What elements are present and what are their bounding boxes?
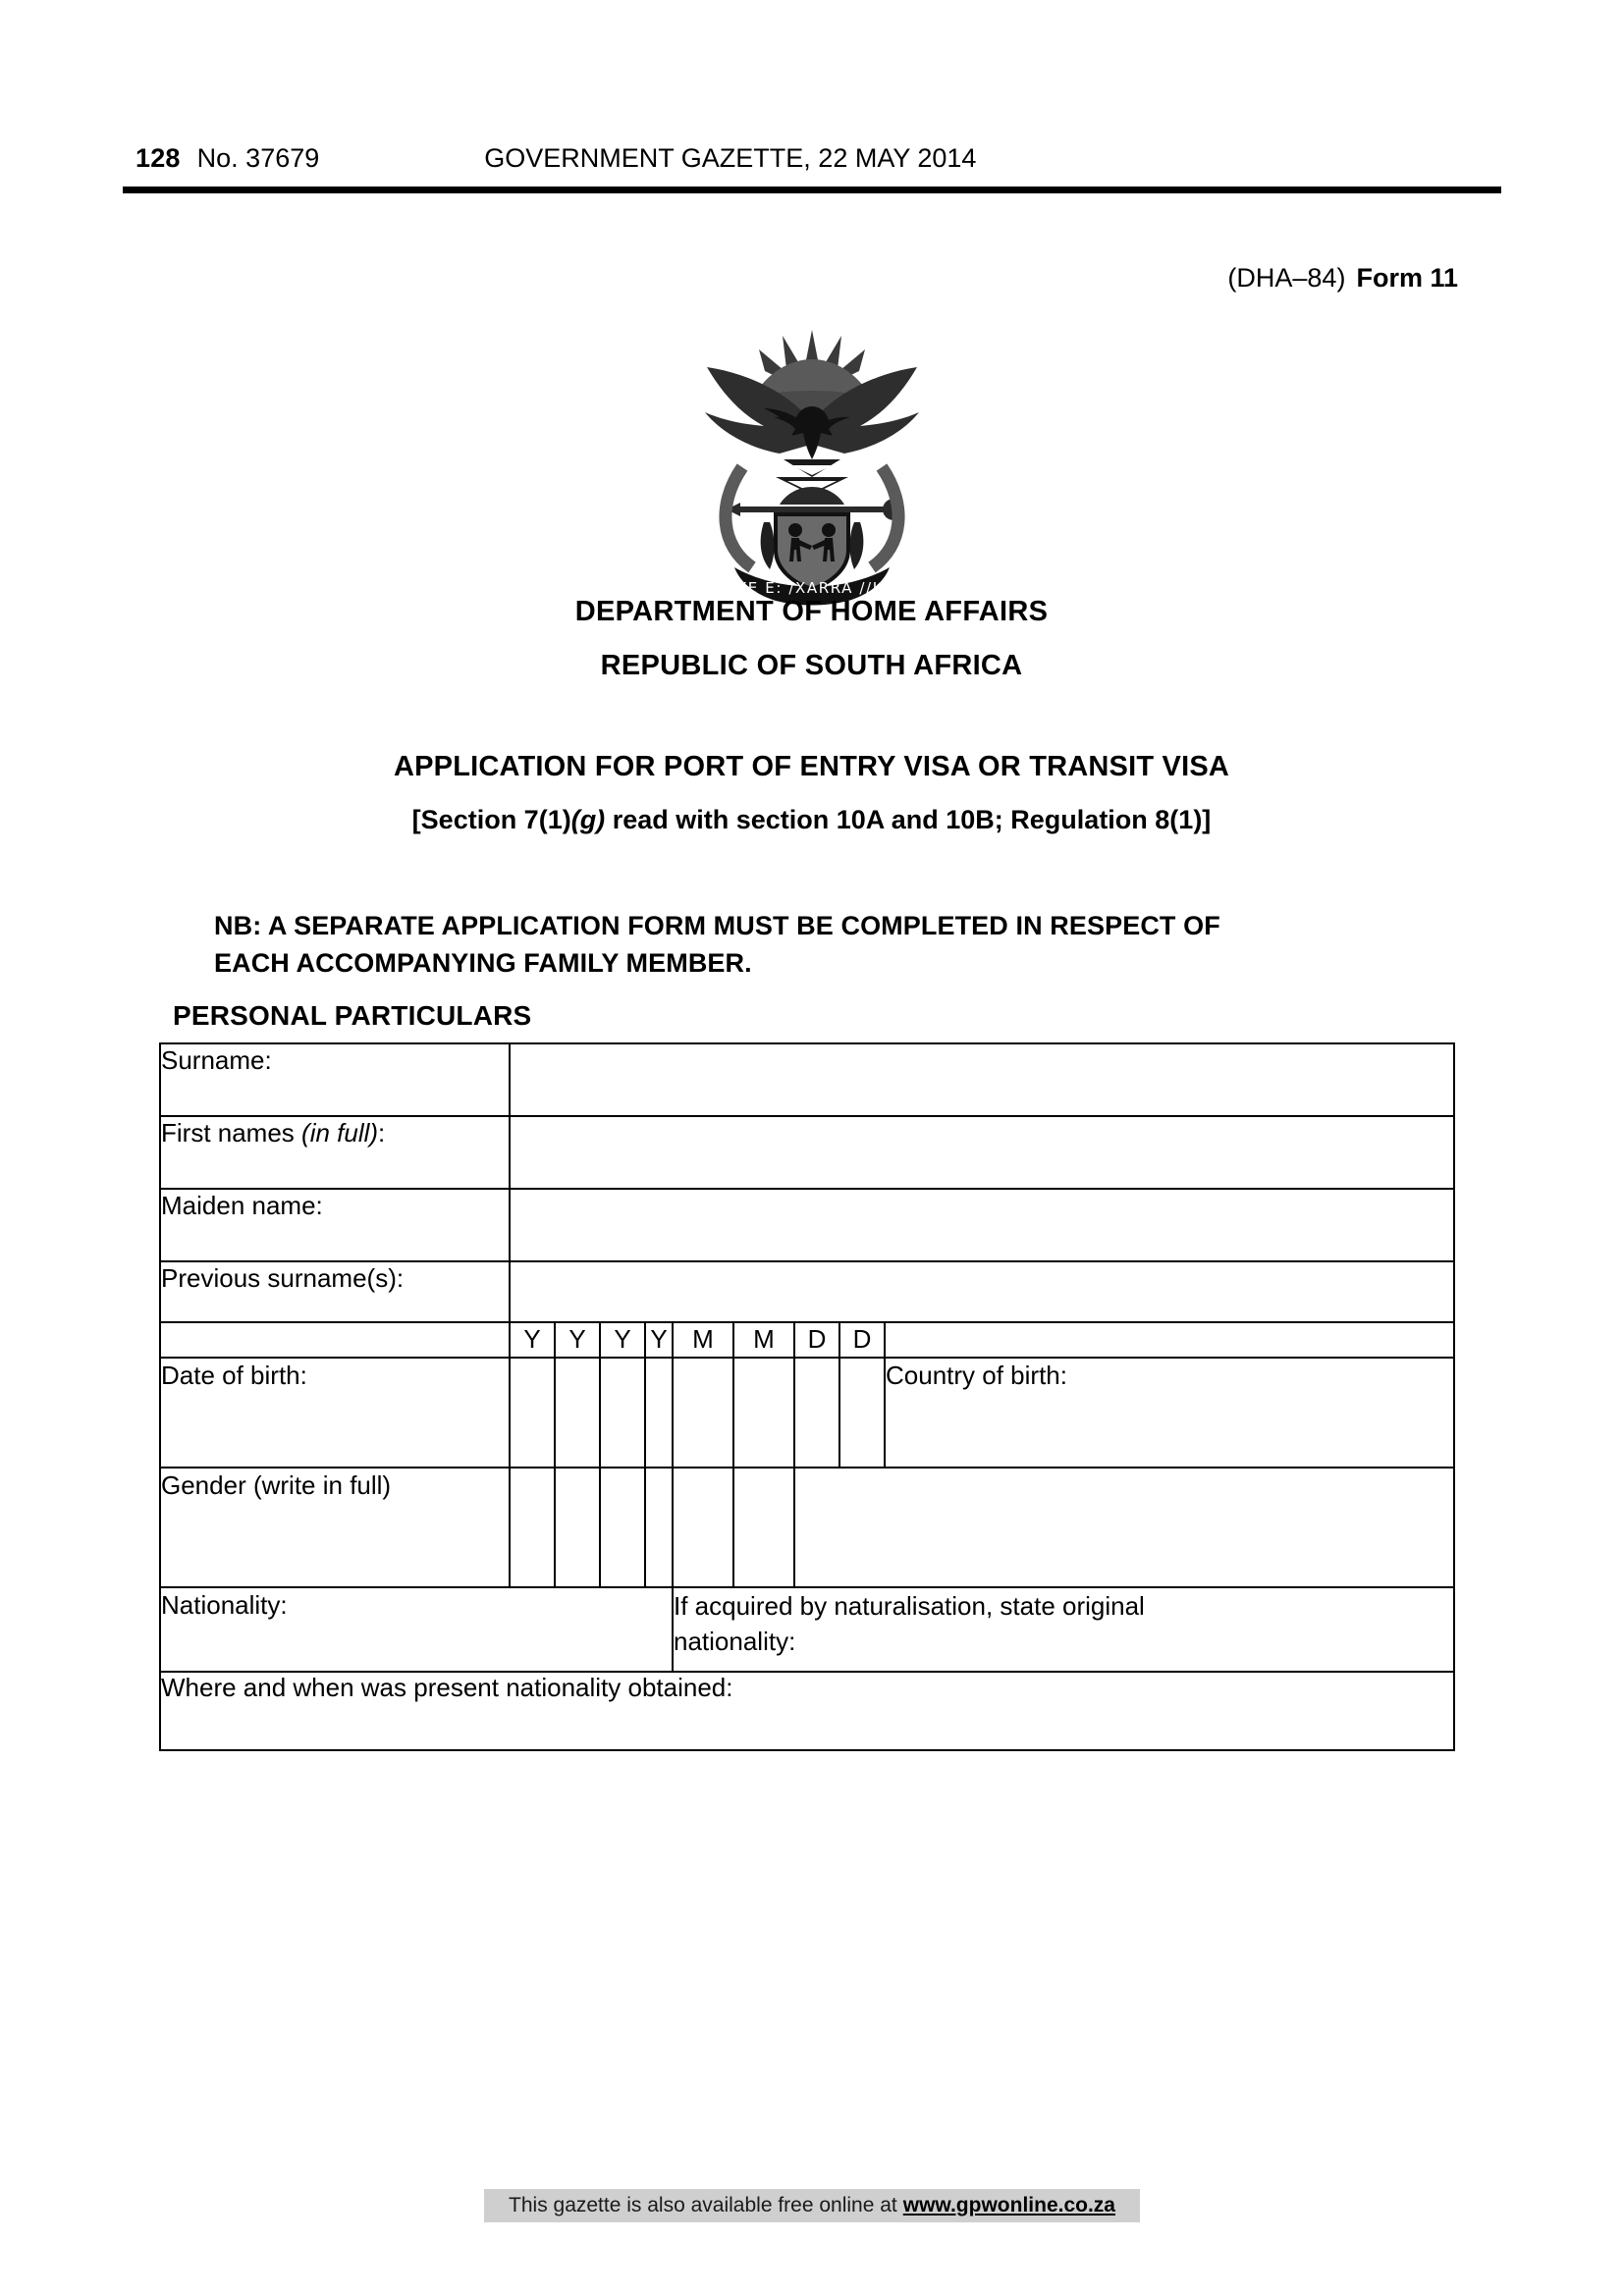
label-first-names-suffix: : bbox=[378, 1118, 386, 1148]
table-row-date-of-birth bbox=[160, 1358, 1454, 1468]
field-gender-box-6[interactable] bbox=[733, 1468, 794, 1587]
spacer-cell-date-format-right bbox=[885, 1322, 1454, 1358]
date-format-letter-d1: D bbox=[794, 1322, 839, 1358]
personal-particulars-table bbox=[159, 1042, 1455, 1751]
nb-notice bbox=[214, 907, 1451, 982]
label-original-nationality-line-2: nationality: bbox=[674, 1627, 796, 1656]
application-title: APPLICATION FOR PORT OF ENTRY VISA OR TRANSIT VISA bbox=[393, 751, 1230, 782]
section-subsection: (g) bbox=[570, 805, 606, 834]
form-code: (DHA–84) bbox=[1227, 263, 1346, 293]
label-original-nationality-line-1: If acquired by naturalisation, state original bbox=[674, 1591, 1145, 1621]
field-dob-m1[interactable] bbox=[673, 1358, 733, 1468]
label-date-of-birth: Date of birth: bbox=[160, 1358, 510, 1468]
field-gender-box-3[interactable] bbox=[600, 1468, 645, 1587]
footer-band bbox=[484, 2189, 1140, 2222]
date-format-letter-y1: Y bbox=[510, 1322, 555, 1358]
label-first-names-italic: (in full) bbox=[301, 1118, 379, 1148]
table-row-first-names bbox=[160, 1116, 1454, 1189]
nb-notice-line-1: NB: A SEPARATE APPLICATION FORM MUST BE COMPLETED IN RESPECT OF bbox=[214, 911, 1220, 940]
label-gender-italic: (write in full) bbox=[252, 1470, 392, 1500]
label-previous-surnames: Previous surname(s): bbox=[160, 1261, 510, 1322]
application-section-reference bbox=[0, 805, 1623, 835]
date-format-letter-m2: M bbox=[733, 1322, 794, 1358]
section-heading-personal-particulars: PERSONAL PARTICULARS bbox=[173, 1000, 532, 1031]
table-row-where-when-nationality bbox=[160, 1672, 1454, 1750]
table-row-surname bbox=[160, 1043, 1454, 1116]
label-first-names bbox=[160, 1116, 510, 1189]
republic-name: REPUBLIC OF SOUTH AFRICA bbox=[600, 650, 1023, 681]
form-label: Form 11 bbox=[1356, 263, 1458, 293]
header-gazette-title: GOVERNMENT GAZETTE, 22 MAY 2014 bbox=[484, 143, 977, 173]
date-format-letter-y4: Y bbox=[645, 1322, 673, 1358]
field-dob-y2[interactable] bbox=[555, 1358, 600, 1468]
field-gender-box-1[interactable] bbox=[510, 1468, 555, 1587]
header-page-number: 128 bbox=[135, 143, 181, 173]
field-dob-d2[interactable] bbox=[839, 1358, 885, 1468]
field-maiden-name[interactable] bbox=[510, 1189, 1454, 1261]
field-gender-box-4[interactable] bbox=[645, 1468, 673, 1587]
footer-link-gpwonline[interactable]: www.gpwonline.co.za bbox=[902, 2194, 1115, 2216]
header-divider-rule bbox=[123, 187, 1501, 193]
table-row-nationality bbox=[160, 1587, 1454, 1672]
label-surname: Surname: bbox=[160, 1043, 510, 1116]
label-original-nationality bbox=[673, 1587, 1454, 1672]
south-african-coat-of-arms-icon bbox=[681, 322, 943, 597]
date-format-letter-y2: Y bbox=[555, 1322, 600, 1358]
field-dob-y4[interactable] bbox=[645, 1358, 673, 1468]
label-first-names-prefix: First names bbox=[161, 1118, 302, 1148]
field-gender-value[interactable] bbox=[794, 1468, 1454, 1587]
running-header bbox=[135, 143, 1490, 183]
footer-text bbox=[509, 2194, 1115, 2217]
footer-message: This gazette is also available free online at bbox=[509, 2194, 897, 2216]
date-format-letter-m1: M bbox=[673, 1322, 733, 1358]
section-suffix: read with section 10A and 10B; Regulation 8(1)] bbox=[605, 805, 1212, 834]
department-name: DEPARTMENT OF HOME AFFAIRS bbox=[574, 596, 1049, 627]
section-prefix: [Section 7(1) bbox=[411, 805, 571, 834]
field-dob-y3[interactable] bbox=[600, 1358, 645, 1468]
label-nationality: Nationality: bbox=[160, 1587, 673, 1672]
date-format-letter-y3: Y bbox=[600, 1322, 645, 1358]
form-reference bbox=[1227, 263, 1458, 294]
field-first-names[interactable] bbox=[510, 1116, 1454, 1189]
svg-text:!KE E: /XARRA //KE: !KE E: /XARRA //KE bbox=[729, 579, 894, 597]
field-dob-y1[interactable] bbox=[510, 1358, 555, 1468]
table-row-maiden-name bbox=[160, 1189, 1454, 1261]
field-gender-box-5[interactable] bbox=[673, 1468, 733, 1587]
field-dob-m2[interactable] bbox=[733, 1358, 794, 1468]
table-row-gender bbox=[160, 1468, 1454, 1587]
header-gazette-number: No. 37679 bbox=[196, 143, 320, 173]
table-row-previous-surnames bbox=[160, 1261, 1454, 1322]
label-country-of-birth: Country of birth: bbox=[885, 1358, 1454, 1468]
label-where-when-nationality: Where and when was present nationality obtained: bbox=[160, 1672, 1454, 1750]
date-format-letter-d2: D bbox=[839, 1322, 885, 1358]
label-gender bbox=[160, 1468, 510, 1587]
nb-notice-line-2: EACH ACCOMPANYING FAMILY MEMBER. bbox=[214, 948, 752, 978]
field-dob-d1[interactable] bbox=[794, 1358, 839, 1468]
label-gender-prefix: Gender bbox=[161, 1470, 253, 1500]
label-maiden-name: Maiden name: bbox=[160, 1189, 510, 1261]
table-row-date-format-header bbox=[160, 1322, 1454, 1358]
field-previous-surnames[interactable] bbox=[510, 1261, 1454, 1322]
field-gender-box-2[interactable] bbox=[555, 1468, 600, 1587]
spacer-cell-date-format bbox=[160, 1322, 510, 1358]
field-surname[interactable] bbox=[510, 1043, 1454, 1116]
